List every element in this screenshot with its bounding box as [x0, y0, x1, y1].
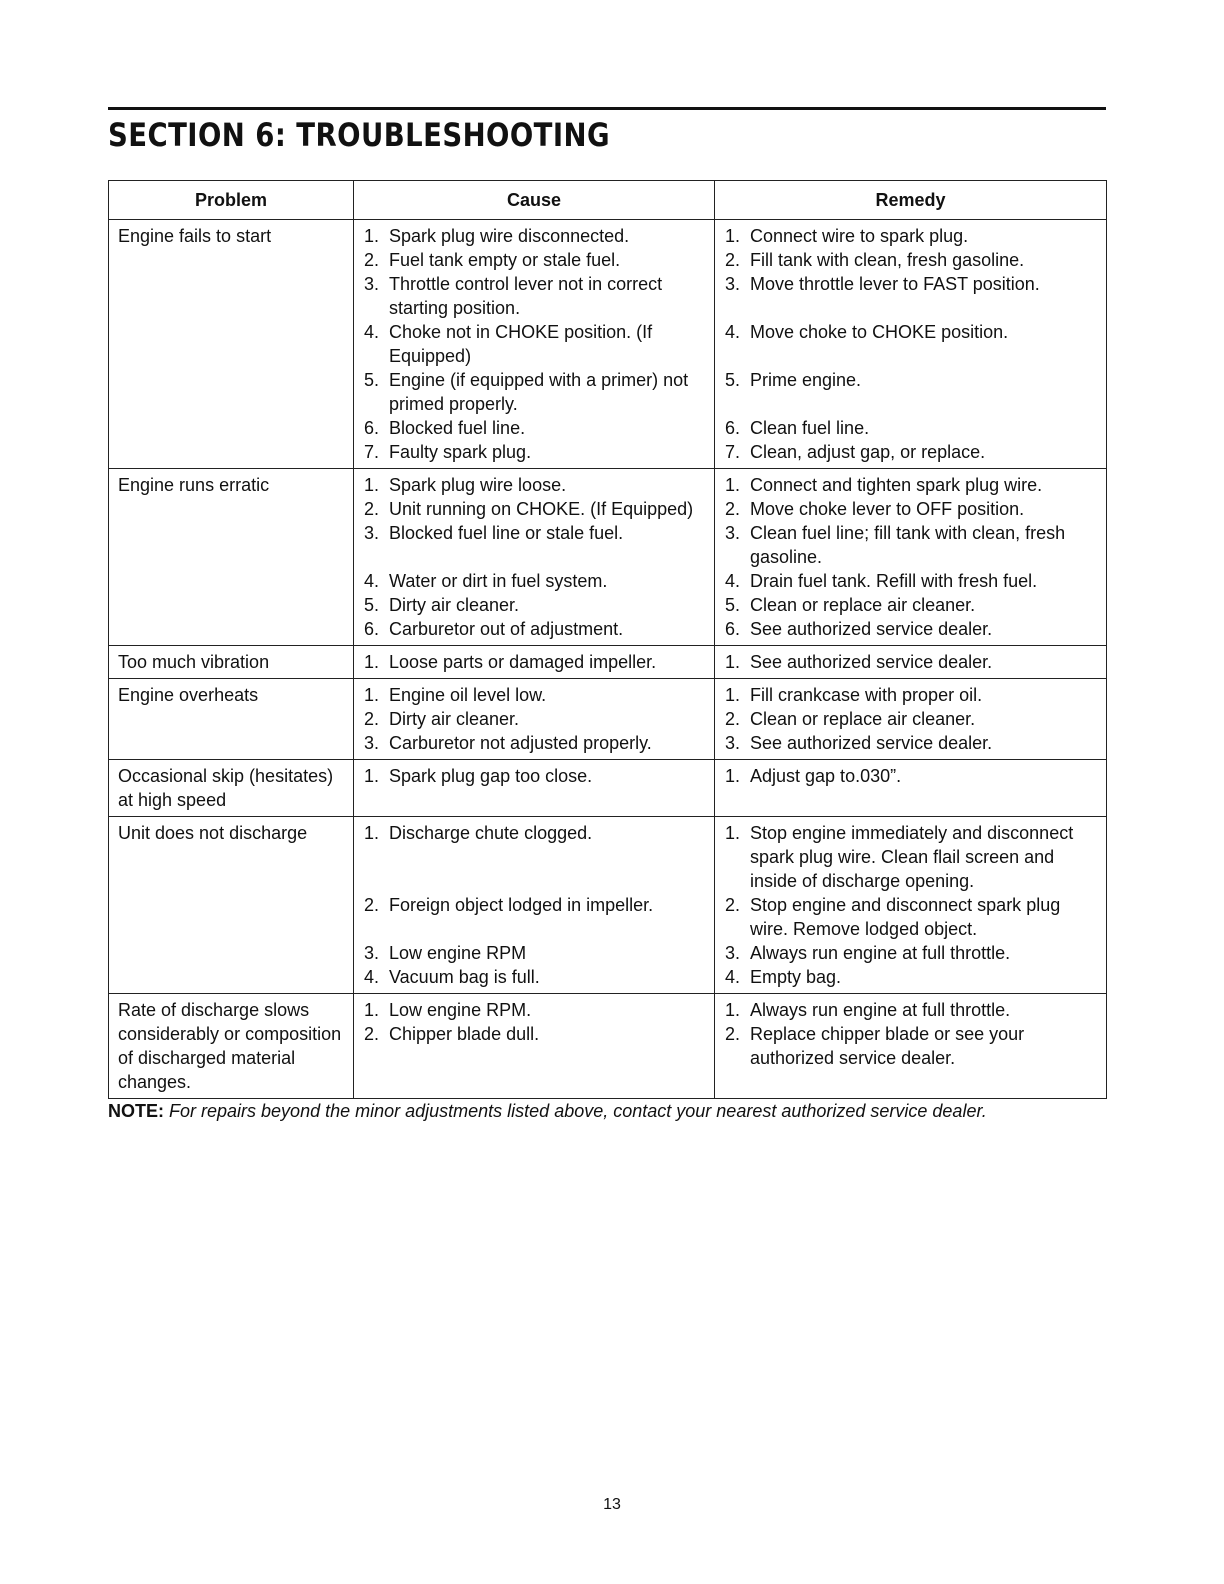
cause-number: 1. — [363, 1000, 379, 1020]
cause-item — [354, 320, 714, 368]
remedy-text: Stop engine immediately and disconnect spark plug wire. Clean flail screen and inside of discharge opening. — [750, 823, 1074, 891]
remedy-number: 2. — [724, 709, 740, 729]
remedy-item — [715, 440, 1106, 464]
cause-text: Engine (if equipped with a primer) not primed properly. — [389, 370, 689, 414]
cause-number: 3. — [363, 523, 379, 543]
remedy-text: Replace chipper blade or see your authorized service dealer. — [750, 1024, 1025, 1068]
cause-cell — [354, 817, 715, 994]
page-number: 13 — [603, 1496, 621, 1513]
cause-text: Blocked fuel line or stale fuel. — [389, 523, 624, 543]
cause-item — [354, 473, 714, 497]
cause-text: Faulty spark plug. — [389, 442, 532, 462]
remedy-text: Always run engine at full throttle. — [750, 943, 1011, 963]
remedy-text: See authorized service dealer. — [750, 733, 993, 753]
problem-cell: Engine runs erratic — [109, 469, 354, 646]
cause-number: 7. — [363, 442, 379, 462]
cause-text: Spark plug wire loose. — [389, 475, 567, 495]
remedy-item — [715, 224, 1106, 248]
section-title: SECTION 6: TROUBLESHOOTING — [108, 116, 611, 154]
cause-number: 4. — [363, 967, 379, 987]
remedy-text: Clean or replace air cleaner. — [750, 709, 976, 729]
remedy-item — [715, 821, 1106, 893]
cause-item — [354, 569, 714, 593]
problem-cell: Unit does not discharge — [109, 817, 354, 994]
problem-cell: Engine fails to start — [109, 220, 354, 469]
cause-item — [354, 521, 714, 569]
problem-cell: Engine overheats — [109, 679, 354, 760]
remedy-text: Move throttle lever to FAST position. — [750, 274, 1040, 294]
note — [108, 1099, 987, 1123]
remedy-item — [715, 650, 1106, 674]
remedy-cell — [715, 646, 1107, 679]
cause-text: Low engine RPM — [389, 943, 527, 963]
remedy-item — [715, 248, 1106, 272]
remedy-text: Stop engine and disconnect spark plug wire. Remove lodged object. — [750, 895, 1061, 939]
remedy-number: 1. — [724, 685, 740, 705]
remedy-item — [715, 521, 1106, 569]
note-label: NOTE: — [108, 1101, 164, 1121]
problem-cell: Rate of discharge slows considerably or composition of discharged material changes. — [109, 994, 354, 1099]
problem-cell: Too much vibration — [109, 646, 354, 679]
cause-item — [354, 497, 714, 521]
cause-number: 1. — [363, 475, 379, 495]
remedy-cell — [715, 220, 1107, 469]
remedy-cell — [715, 760, 1107, 817]
table-row — [109, 469, 1107, 646]
cause-text: Carburetor not adjusted properly. — [389, 733, 652, 753]
remedy-item — [715, 731, 1106, 755]
remedy-item — [715, 893, 1106, 941]
cause-number: 2. — [363, 895, 379, 915]
cause-text: Spark plug gap too close. — [389, 766, 593, 786]
top-rule — [108, 107, 1106, 110]
remedy-item — [715, 497, 1106, 521]
cause-number: 1. — [363, 226, 379, 246]
cause-item — [354, 650, 714, 674]
cause-item — [354, 248, 714, 272]
remedy-number: 4. — [724, 322, 740, 342]
cause-item — [354, 617, 714, 641]
remedy-cell — [715, 679, 1107, 760]
cause-number: 1. — [363, 823, 379, 843]
remedy-number: 2. — [724, 1024, 740, 1044]
table-header-row — [109, 181, 1107, 220]
remedy-number: 2. — [724, 499, 740, 519]
remedy-text: Connect and tighten spark plug wire. — [750, 475, 1043, 495]
remedy-text: Empty bag. — [750, 967, 842, 987]
problem-header: Problem — [109, 181, 354, 220]
cause-item — [354, 998, 714, 1022]
remedy-header: Remedy — [715, 181, 1107, 220]
remedy-text: Connect wire to spark plug. — [750, 226, 969, 246]
remedy-number: 4. — [724, 571, 740, 591]
cause-text: Unit running on CHOKE. (If Equipped) — [389, 499, 694, 519]
remedy-number: 1. — [724, 823, 740, 843]
cause-number: 1. — [363, 766, 379, 786]
remedy-item — [715, 473, 1106, 497]
table-row — [109, 760, 1107, 817]
remedy-item — [715, 707, 1106, 731]
cause-text: Throttle control lever not in correct starting position. — [389, 274, 663, 318]
remedy-text: Move choke to CHOKE position. — [750, 322, 1009, 342]
remedy-item — [715, 320, 1106, 368]
remedy-number: 3. — [724, 733, 740, 753]
cause-number: 1. — [363, 685, 379, 705]
remedy-number: 2. — [724, 895, 740, 915]
remedy-text: See authorized service dealer. — [750, 619, 993, 639]
remedy-number: 1. — [724, 475, 740, 495]
cause-item — [354, 1022, 714, 1070]
remedy-item — [715, 1022, 1106, 1070]
table-row — [109, 679, 1107, 760]
cause-item — [354, 821, 714, 893]
remedy-number: 1. — [724, 652, 740, 672]
remedy-number: 1. — [724, 226, 740, 246]
cause-item — [354, 941, 714, 965]
cause-item — [354, 368, 714, 416]
remedy-number: 3. — [724, 523, 740, 543]
table-row — [109, 817, 1107, 994]
cause-text: Blocked fuel line. — [389, 418, 526, 438]
cause-number: 3. — [363, 943, 379, 963]
cause-text: Dirty air cleaner. — [389, 595, 520, 615]
remedy-number: 4. — [724, 967, 740, 987]
remedy-number: 6. — [724, 418, 740, 438]
remedy-number: 1. — [724, 1000, 740, 1020]
remedy-number: 2. — [724, 250, 740, 270]
cause-number: 3. — [363, 274, 379, 294]
remedy-cell — [715, 817, 1107, 994]
remedy-text: Adjust gap to.030”. — [750, 766, 902, 786]
cause-number: 2. — [363, 709, 379, 729]
cause-text: Loose parts or damaged impeller. — [389, 652, 657, 672]
cause-text: Discharge chute clogged. — [389, 823, 593, 843]
remedy-text: Clean, adjust gap, or replace. — [750, 442, 986, 462]
remedy-number: 7. — [724, 442, 740, 462]
problem-cell: Occasional skip (hesitates) at high speed — [109, 760, 354, 817]
remedy-item — [715, 764, 1106, 788]
remedy-number: 5. — [724, 370, 740, 390]
cause-number: 4. — [363, 571, 379, 591]
cause-text: Dirty air cleaner. — [389, 709, 520, 729]
cause-number: 2. — [363, 499, 379, 519]
remedy-text: Clean or replace air cleaner. — [750, 595, 976, 615]
remedy-item — [715, 569, 1106, 593]
remedy-text: See authorized service dealer. — [750, 652, 993, 672]
cause-item — [354, 731, 714, 755]
remedy-item — [715, 593, 1106, 617]
remedy-item — [715, 368, 1106, 416]
remedy-item — [715, 416, 1106, 440]
cause-text: Water or dirt in fuel system. — [389, 571, 608, 591]
cause-text: Engine oil level low. — [389, 685, 547, 705]
cause-item — [354, 764, 714, 788]
remedy-item — [715, 941, 1106, 965]
table-row — [109, 220, 1107, 469]
remedy-cell — [715, 994, 1107, 1099]
cause-text: Spark plug wire disconnected. — [389, 226, 630, 246]
cause-text: Low engine RPM. — [389, 1000, 532, 1020]
remedy-text: Drain fuel tank. Refill with fresh fuel. — [750, 571, 1038, 591]
cause-item — [354, 416, 714, 440]
cause-header: Cause — [354, 181, 715, 220]
cause-number: 5. — [363, 370, 379, 390]
cause-cell — [354, 994, 715, 1099]
remedy-number: 3. — [724, 943, 740, 963]
cause-item — [354, 683, 714, 707]
remedy-item — [715, 998, 1106, 1022]
remedy-text: Always run engine at full throttle. — [750, 1000, 1011, 1020]
remedy-item — [715, 965, 1106, 989]
cause-text: Carburetor out of adjustment. — [389, 619, 624, 639]
remedy-number: 3. — [724, 274, 740, 294]
cause-item — [354, 893, 714, 941]
remedy-number: 5. — [724, 595, 740, 615]
remedy-text: Prime engine. — [750, 370, 862, 390]
cause-number: 5. — [363, 595, 379, 615]
cause-number: 6. — [363, 418, 379, 438]
remedy-text: Fill crankcase with proper oil. — [750, 685, 983, 705]
remedy-item — [715, 683, 1106, 707]
remedy-item — [715, 272, 1106, 320]
cause-text: Choke not in CHOKE position. (If Equipped) — [389, 322, 653, 366]
cause-cell — [354, 220, 715, 469]
remedy-text: Clean fuel line. — [750, 418, 870, 438]
cause-number: 4. — [363, 322, 379, 342]
cause-text: Chipper blade dull. — [389, 1024, 540, 1044]
cause-item — [354, 965, 714, 989]
note-text: For repairs beyond the minor adjustments listed above, contact your nearest authorized service dealer. — [169, 1101, 987, 1121]
cause-item — [354, 440, 714, 464]
cause-number: 3. — [363, 733, 379, 753]
cause-number: 2. — [363, 1024, 379, 1044]
troubleshooting-table — [108, 180, 1107, 1099]
cause-text: Foreign object lodged in impeller. — [389, 895, 654, 915]
cause-number: 1. — [363, 652, 379, 672]
cause-text: Vacuum bag is full. — [389, 967, 540, 987]
remedy-text: Fill tank with clean, fresh gasoline. — [750, 250, 1025, 270]
remedy-number: 6. — [724, 619, 740, 639]
remedy-number: 1. — [724, 766, 740, 786]
cause-cell — [354, 646, 715, 679]
cause-text: Fuel tank empty or stale fuel. — [389, 250, 621, 270]
cause-cell — [354, 469, 715, 646]
table-row — [109, 994, 1107, 1099]
cause-number: 6. — [363, 619, 379, 639]
remedy-text: Move choke lever to OFF position. — [750, 499, 1025, 519]
remedy-item — [715, 617, 1106, 641]
cause-item — [354, 272, 714, 320]
cause-item — [354, 224, 714, 248]
remedy-text: Clean fuel line; fill tank with clean, fresh gasoline. — [750, 523, 1066, 567]
cause-cell — [354, 760, 715, 817]
cause-cell — [354, 679, 715, 760]
cause-item — [354, 593, 714, 617]
remedy-cell — [715, 469, 1107, 646]
cause-item — [354, 707, 714, 731]
table-row — [109, 646, 1107, 679]
cause-number: 2. — [363, 250, 379, 270]
